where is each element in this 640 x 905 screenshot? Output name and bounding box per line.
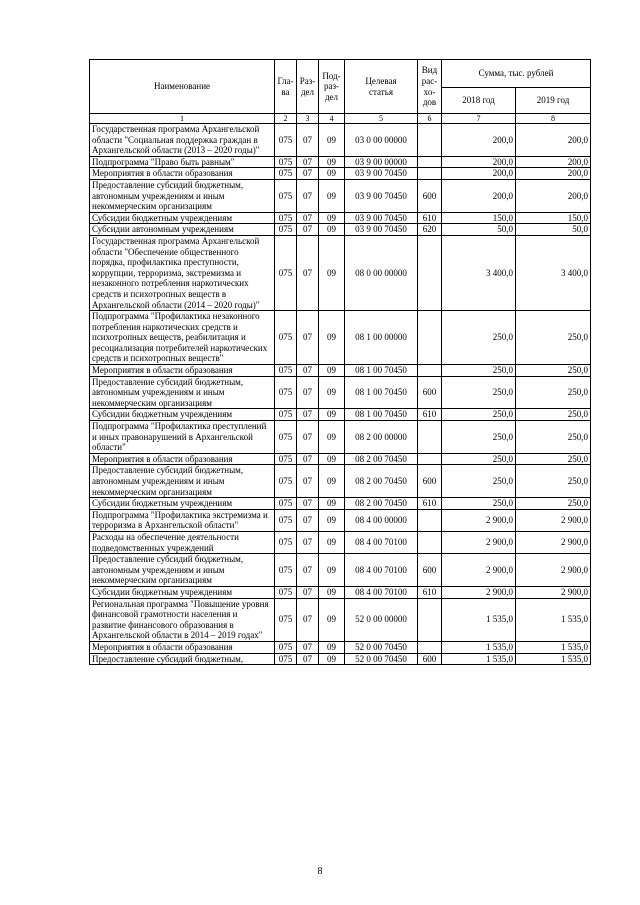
amount-2018-cell: 200,0 [442, 156, 516, 168]
subsection-cell: 09 [319, 224, 345, 236]
table-row [90, 498, 591, 510]
row-name-cell: Предоставление субсидий бюджетным, автономным учреждениям и иным некоммерческим организациям [90, 179, 275, 212]
row-name-cell: Подпрограмма "Профилактика незаконного потребления наркотических средств и психотропных веществ, реабилитация и ресоциализация потребителей наркотических средств и психотропных веществ" [90, 311, 275, 365]
target-item-cell: 52 0 00 00000 [345, 598, 418, 641]
page-number: 8 [317, 866, 323, 877]
table-row [90, 156, 591, 168]
row-name-cell: Мероприятия в области образования [90, 453, 275, 465]
row-name-cell: Мероприятия в области образования [90, 168, 275, 180]
section-cell: 07 [297, 235, 319, 310]
amount-2019-cell: 250,0 [516, 365, 591, 377]
target-item-cell: 03 9 00 70450 [345, 168, 418, 180]
subsection-cell: 09 [319, 365, 345, 377]
section-cell: 07 [297, 554, 319, 587]
amount-2019-cell: 2 900,0 [516, 509, 591, 531]
section-cell: 07 [297, 212, 319, 224]
amount-2019-cell: 200,0 [516, 168, 591, 180]
chapter-cell: 075 [275, 465, 297, 498]
section-cell: 07 [297, 653, 319, 665]
expense-type-cell [418, 365, 442, 377]
chapter-cell: 075 [275, 409, 297, 421]
expense-type-cell [418, 156, 442, 168]
header-year-2018: 2018 год [442, 88, 516, 114]
subsection-cell: 09 [319, 509, 345, 531]
table-row [90, 453, 591, 465]
target-item-cell: 03 9 00 00000 [345, 156, 418, 168]
chapter-cell: 075 [275, 641, 297, 653]
column-number: 7 [442, 114, 516, 124]
subsection-cell: 09 [319, 168, 345, 180]
expense-type-cell: 610 [418, 212, 442, 224]
expense-type-cell [418, 235, 442, 310]
row-name-cell: Подпрограмма "Право быть равным" [90, 156, 275, 168]
expense-type-cell [418, 421, 442, 454]
target-item-cell: 52 0 00 70450 [345, 641, 418, 653]
expense-type-cell: 610 [418, 498, 442, 510]
section-cell: 07 [297, 156, 319, 168]
chapter-cell: 075 [275, 598, 297, 641]
table-row [90, 598, 591, 641]
expense-type-cell [418, 641, 442, 653]
target-item-cell: 08 4 00 70100 [345, 554, 418, 587]
section-cell: 07 [297, 509, 319, 531]
table-row [90, 554, 591, 587]
table-row [90, 224, 591, 236]
amount-2019-cell: 250,0 [516, 453, 591, 465]
row-name-cell: Подпрограмма "Профилактика экстремизма и терроризма в Архангельской области" [90, 509, 275, 531]
target-item-cell: 03 9 00 70450 [345, 179, 418, 212]
table-row [90, 509, 591, 531]
column-number: 8 [516, 114, 591, 124]
row-name-cell: Предоставление субсидий бюджетным, автономным учреждениям и иным некоммерческим организациям [90, 465, 275, 498]
expense-type-cell: 620 [418, 224, 442, 236]
amount-2018-cell: 200,0 [442, 179, 516, 212]
amount-2018-cell: 2 900,0 [442, 554, 516, 587]
target-item-cell: 08 1 00 70450 [345, 409, 418, 421]
amount-2018-cell: 2 900,0 [442, 586, 516, 598]
subsection-cell: 09 [319, 212, 345, 224]
chapter-cell: 075 [275, 156, 297, 168]
table-row [90, 365, 591, 377]
chapter-cell: 075 [275, 224, 297, 236]
amount-2019-cell: 250,0 [516, 498, 591, 510]
section-cell: 07 [297, 179, 319, 212]
amount-2018-cell: 250,0 [442, 453, 516, 465]
subsection-cell: 09 [319, 641, 345, 653]
chapter-cell: 075 [275, 235, 297, 310]
table-row [90, 311, 591, 365]
section-cell: 07 [297, 498, 319, 510]
section-cell: 07 [297, 124, 319, 157]
amount-2019-cell: 150,0 [516, 212, 591, 224]
header-target-item: Целевая статья [345, 60, 418, 114]
amount-2019-cell: 1 535,0 [516, 653, 591, 665]
subsection-cell: 09 [319, 235, 345, 310]
header-subsection: Под- раз- дел [319, 60, 345, 114]
subsection-cell: 09 [319, 453, 345, 465]
amount-2019-cell: 200,0 [516, 156, 591, 168]
table-row [90, 212, 591, 224]
row-name-cell: Государственная программа Архангельской области "Социальная поддержка граждан в Архангельской области (2013 – 2020 годы)" [90, 124, 275, 157]
amount-2019-cell: 250,0 [516, 409, 591, 421]
column-number: 6 [418, 114, 442, 124]
subsection-cell: 09 [319, 653, 345, 665]
table-row [90, 653, 591, 665]
chapter-cell: 075 [275, 653, 297, 665]
row-name-cell: Мероприятия в области образования [90, 365, 275, 377]
amount-2018-cell: 2 900,0 [442, 509, 516, 531]
row-name-cell: Мероприятия в области образования [90, 641, 275, 653]
section-cell: 07 [297, 531, 319, 553]
chapter-cell: 075 [275, 498, 297, 510]
chapter-cell: 075 [275, 554, 297, 587]
table-row [90, 409, 591, 421]
expense-type-cell: 600 [418, 554, 442, 587]
amount-2019-cell: 2 900,0 [516, 531, 591, 553]
row-name-cell: Субсидии автономным учреждениям [90, 224, 275, 236]
expense-type-cell [418, 531, 442, 553]
table-row [90, 465, 591, 498]
subsection-cell: 09 [319, 179, 345, 212]
expense-type-cell: 600 [418, 179, 442, 212]
target-item-cell: 08 1 00 70450 [345, 365, 418, 377]
row-name-cell: Предоставление субсидий бюджетным, автономным учреждениям и иным некоммерческим организациям [90, 554, 275, 587]
amount-2018-cell: 200,0 [442, 168, 516, 180]
subsection-cell: 09 [319, 531, 345, 553]
subsection-cell: 09 [319, 498, 345, 510]
target-item-cell: 03 9 00 70450 [345, 212, 418, 224]
subsection-cell: 09 [319, 586, 345, 598]
chapter-cell: 075 [275, 168, 297, 180]
amount-2018-cell: 250,0 [442, 498, 516, 510]
amount-2019-cell: 1 535,0 [516, 598, 591, 641]
expense-type-cell: 600 [418, 653, 442, 665]
header-chapter: Гла- ва [275, 60, 297, 114]
table-row [90, 235, 591, 310]
chapter-cell: 075 [275, 365, 297, 377]
amount-2019-cell: 200,0 [516, 179, 591, 212]
section-cell: 07 [297, 453, 319, 465]
row-name-cell: Расходы на обеспечение деятельности подведомственных учреждений [90, 531, 275, 553]
amount-2018-cell: 250,0 [442, 409, 516, 421]
target-item-cell: 52 0 00 70450 [345, 653, 418, 665]
chapter-cell: 075 [275, 421, 297, 454]
amount-2018-cell: 250,0 [442, 365, 516, 377]
subsection-cell: 09 [319, 124, 345, 157]
subsection-cell: 09 [319, 156, 345, 168]
target-item-cell: 08 1 00 00000 [345, 311, 418, 365]
table-row [90, 179, 591, 212]
amount-2018-cell: 150,0 [442, 212, 516, 224]
expense-type-cell: 610 [418, 586, 442, 598]
column-number: 2 [275, 114, 297, 124]
expense-type-cell [418, 598, 442, 641]
column-number: 3 [297, 114, 319, 124]
subsection-cell: 09 [319, 598, 345, 641]
column-number: 4 [319, 114, 345, 124]
subsection-cell: 09 [319, 421, 345, 454]
section-cell: 07 [297, 421, 319, 454]
amount-2018-cell: 1 535,0 [442, 598, 516, 641]
section-cell: 07 [297, 586, 319, 598]
section-cell: 07 [297, 598, 319, 641]
row-name-cell: Субсидии бюджетным учреждениям [90, 409, 275, 421]
header-section: Раз- дел [297, 60, 319, 114]
expense-type-cell [418, 509, 442, 531]
section-cell: 07 [297, 409, 319, 421]
subsection-cell: 09 [319, 376, 345, 409]
target-item-cell: 08 0 00 00000 [345, 235, 418, 310]
amount-2018-cell: 250,0 [442, 465, 516, 498]
subsection-cell: 09 [319, 554, 345, 587]
subsection-cell: 09 [319, 465, 345, 498]
subsection-cell: 09 [319, 409, 345, 421]
table-row [90, 124, 591, 157]
section-cell: 07 [297, 365, 319, 377]
chapter-cell: 075 [275, 531, 297, 553]
table-row [90, 531, 591, 553]
amount-2019-cell: 250,0 [516, 421, 591, 454]
amount-2019-cell: 50,0 [516, 224, 591, 236]
target-item-cell: 08 4 00 00000 [345, 509, 418, 531]
target-item-cell: 08 4 00 70100 [345, 531, 418, 553]
row-name-cell: Региональная программа "Повышение уровня финансовой грамотности населения и развитие финансового образования в Архангельской области в 2014 – 2019 годах" [90, 598, 275, 641]
expense-type-cell [418, 124, 442, 157]
header-sum: Сумма, тыс. рублей [442, 60, 591, 88]
chapter-cell: 075 [275, 376, 297, 409]
table-row [90, 168, 591, 180]
section-cell: 07 [297, 465, 319, 498]
expense-type-cell: 610 [418, 409, 442, 421]
row-name-cell: Субсидии бюджетным учреждениям [90, 212, 275, 224]
amount-2018-cell: 1 535,0 [442, 653, 516, 665]
amount-2019-cell: 1 535,0 [516, 641, 591, 653]
chapter-cell: 075 [275, 124, 297, 157]
chapter-cell: 075 [275, 586, 297, 598]
amount-2019-cell: 250,0 [516, 465, 591, 498]
target-item-cell: 08 1 00 70450 [345, 376, 418, 409]
chapter-cell: 075 [275, 311, 297, 365]
table-row [90, 641, 591, 653]
amount-2019-cell: 2 900,0 [516, 554, 591, 587]
amount-2019-cell: 250,0 [516, 376, 591, 409]
expense-type-cell [418, 453, 442, 465]
row-name-cell: Предоставление субсидий бюджетным, [90, 653, 275, 665]
section-cell: 07 [297, 224, 319, 236]
budget-table [89, 59, 591, 665]
column-number-row [90, 114, 591, 124]
amount-2019-cell: 250,0 [516, 311, 591, 365]
amount-2018-cell: 250,0 [442, 376, 516, 409]
amount-2019-cell: 200,0 [516, 124, 591, 157]
chapter-cell: 075 [275, 509, 297, 531]
amount-2019-cell: 2 900,0 [516, 586, 591, 598]
chapter-cell: 075 [275, 453, 297, 465]
target-item-cell: 03 9 00 70450 [345, 224, 418, 236]
target-item-cell: 08 2 00 70450 [345, 498, 418, 510]
expense-type-cell [418, 168, 442, 180]
amount-2018-cell: 50,0 [442, 224, 516, 236]
target-item-cell: 03 0 00 00000 [345, 124, 418, 157]
row-name-cell: Государственная программа Архангельской области "Обеспечение общественного порядка, профилактика преступности, коррупции, терроризма, экстремизма и незаконного потребления наркотических средств и психотропных веществ в Архангельской области (2014 – 2020 годы)" [90, 235, 275, 310]
amount-2018-cell: 250,0 [442, 421, 516, 454]
column-number: 1 [90, 114, 275, 124]
section-cell: 07 [297, 168, 319, 180]
chapter-cell: 075 [275, 179, 297, 212]
table-row [90, 421, 591, 454]
section-cell: 07 [297, 376, 319, 409]
row-name-cell: Субсидии бюджетным учреждениям [90, 498, 275, 510]
row-name-cell: Подпрограмма "Профилактика преступлений и иных правонарушений в Архангельской области" [90, 421, 275, 454]
expense-type-cell: 600 [418, 465, 442, 498]
table-row [90, 586, 591, 598]
section-cell: 07 [297, 311, 319, 365]
row-name-cell: Субсидии бюджетным учреждениям [90, 586, 275, 598]
amount-2018-cell: 3 400,0 [442, 235, 516, 310]
target-item-cell: 08 4 00 70100 [345, 586, 418, 598]
table-row [90, 376, 591, 409]
target-item-cell: 08 2 00 00000 [345, 421, 418, 454]
expense-type-cell [418, 311, 442, 365]
header-year-2019: 2019 год [516, 88, 591, 114]
header-expense-type: Вид рас- хо- дов [418, 60, 442, 114]
column-number: 5 [345, 114, 418, 124]
row-name-cell: Предоставление субсидий бюджетным, автономным учреждениям и иным некоммерческим организациям [90, 376, 275, 409]
target-item-cell: 08 2 00 70450 [345, 453, 418, 465]
amount-2018-cell: 200,0 [442, 124, 516, 157]
header-name: Наименование [90, 60, 275, 114]
chapter-cell: 075 [275, 212, 297, 224]
amount-2018-cell: 2 900,0 [442, 531, 516, 553]
subsection-cell: 09 [319, 311, 345, 365]
section-cell: 07 [297, 641, 319, 653]
target-item-cell: 08 2 00 70450 [345, 465, 418, 498]
expense-type-cell: 600 [418, 376, 442, 409]
amount-2018-cell: 250,0 [442, 311, 516, 365]
amount-2019-cell: 3 400,0 [516, 235, 591, 310]
table-body [90, 124, 591, 665]
amount-2018-cell: 1 535,0 [442, 641, 516, 653]
